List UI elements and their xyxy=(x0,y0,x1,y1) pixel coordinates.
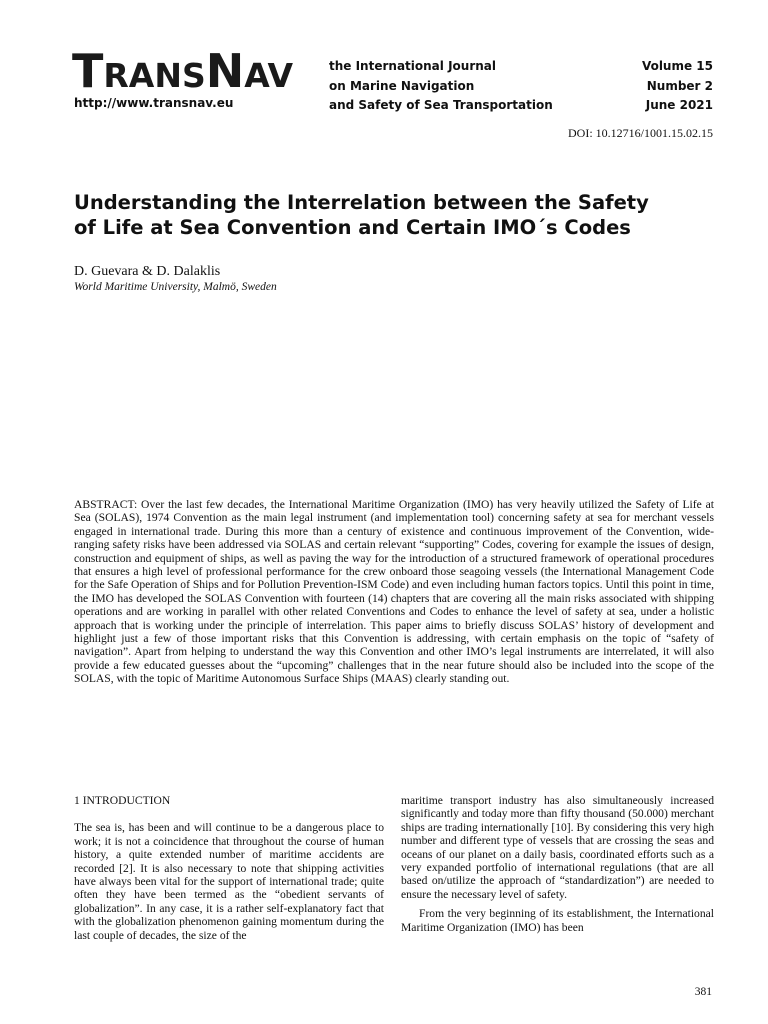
section-heading: 1 INTRODUCTION xyxy=(74,794,171,807)
authors: D. Guevara & D. Dalaklis xyxy=(74,264,221,279)
title-line: Understanding the Interrelation between the Safety xyxy=(74,191,649,214)
body-paragraph: maritime transport industry has also simultaneously increased significantly and today more than fifty thousand (50.000) merchant ships are trading internationally [10]. By considering this very high number and different type of vessels that are crossing the seas and oceans of our planet on a daily basis, coordinated efforts such as a very expanded portfolio of international regulations (that are all based on/utilize the approach of “standardization”) are needed to ensure the necessary level of safety. xyxy=(401,794,714,901)
body-column-left xyxy=(74,794,384,942)
volume-label: Volume 15 xyxy=(641,59,713,73)
page-number: 381 xyxy=(694,986,712,998)
article-title xyxy=(74,190,714,240)
logo-letter-t: T xyxy=(72,44,104,98)
journal-url[interactable]: http://www.transnav.eu xyxy=(74,96,234,110)
title-line: of Life at Sea Convention and Certain IMO´s Codes xyxy=(74,216,631,239)
number-label: Number 2 xyxy=(646,78,713,93)
abstract: ABSTRACT: Over the last few decades, the International Maritime Organization (IMO) has very heavily utilized the Safety of Life at Sea (SOLAS), 1974 Convention as the main legal instrument (and implementation tool) concerning safety at sea for merchant vessels engaged in international trade. During this more than a century of existence and continuous improvement of the Convention, wide-ranging safety risks have been addressed via SOLAS and certain relevant “supporting” Codes, covering for example the issues of design, construction and equipment of ships, as well as paving the way for the introduction of a structured framework of operational procedures that ensures a high level of professional performance for the crew onboard those seagoing vessels (the International Management Code for the Safe Operation of Ships and for Pollution Prevention-ISM Code) and even including human factors topics. Until this point in time, the IMO has developed the SOLAS Convention with fourteen (14) chapters that are covering all the main risks associated with shipping operations and are working in parallel with other related Conventions and Codes to enhance the level of safety at sea, under a holistic approach that is working under the principle of interrelation. This paper aims to briefly discuss SOLAS’ history of development and highlight just a few of those important risks that this Convention is addressing, with certain emphasis on the topic of “safety of navigation”. Apart from helping to understand the way this Convention and other IMO’s legal instruments are interrelated, it will also provide a few educated guesses about the “upcoming” challenges that in the near future should also be included into the scope of the SOLAS, with the topic of Maritime Autonomous Surface Ships (MAAS) clearly standing out. xyxy=(74,498,714,686)
logo-letters-av: AV xyxy=(244,56,294,95)
affiliation: World Maritime University, Malmö, Sweden xyxy=(74,281,277,293)
journal-name-line: the International Journal xyxy=(329,59,496,73)
transnav-logo xyxy=(72,44,294,98)
issue-info xyxy=(642,57,713,116)
logo-letter-n: N xyxy=(205,44,245,98)
date-label: June 2021 xyxy=(645,98,713,112)
body-paragraph: The sea is, has been and will continue to be a dangerous place to work; it is not a coincidence that throughout the course of human history, a quite extended number of maritime accidents are recorded [2]. It is also necessary to note that shipping activities have always been vital for the support of international trade; quite often they have been termed as the “obedient servants of globalization”. In any case, it is a rather self-explanatory fact that with the globalization phenomenon gaining momentum during the last couple of decades, the size of the xyxy=(74,821,384,942)
journal-name-line: and Safety of Sea Transportation xyxy=(329,98,553,112)
body-paragraph: From the very beginning of its establishment, the International Maritime Organization (IMO) has been xyxy=(401,907,714,934)
body-column-right xyxy=(401,794,714,934)
journal-name xyxy=(329,57,553,116)
logo-letters-rans: RANS xyxy=(103,56,206,95)
journal-name-line: on Marine Navigation xyxy=(329,78,475,93)
doi-label: DOI: 10.12716/1001.15.02.15 xyxy=(568,126,713,140)
